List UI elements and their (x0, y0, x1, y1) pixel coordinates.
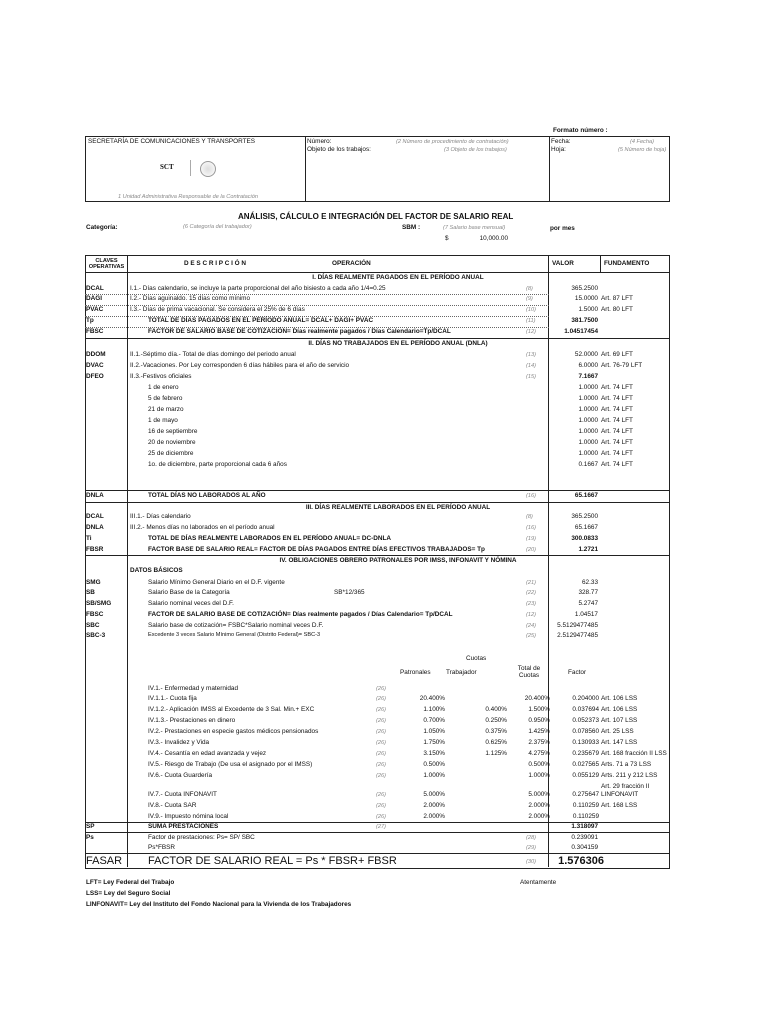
row-value: 1.04517 (574, 611, 598, 618)
row-key: Ti (86, 535, 92, 542)
row-value: 1.2721 (578, 546, 598, 553)
row-value: 1.0000 (578, 428, 598, 435)
row-description: Salario Mínimo General Diario en el D.F. vigente (148, 579, 285, 586)
row-value: 65.1667 (574, 524, 598, 531)
cuota-patronal: 1.750% (423, 739, 445, 746)
logo-divider (190, 160, 191, 176)
row-description: III.1.- Días calendario (130, 513, 191, 520)
cuota-patronal: 3.150% (423, 750, 445, 757)
col-claves: CLAVES OPERATIVAS (88, 258, 125, 270)
row-ref: (24) (526, 623, 536, 629)
cuota-patronal: 1.000% (423, 772, 445, 779)
cuota-description: IV.1.3.- Prestaciones en dinero (148, 717, 236, 724)
row-ref: (12) (526, 612, 536, 618)
row-value: 0.1667 (578, 461, 598, 468)
cuota-total: 1.425% (528, 728, 550, 735)
cuota-trabajador: 0.375% (485, 728, 507, 735)
cuota-patronal: 5.000% (423, 791, 445, 798)
row-description: II.2.-Vacaciones. Por Ley corresponden 6 días hábiles para el año de servicio (130, 362, 350, 369)
row-description: II.1.-Séptimo día.- Total de días domingo del periodo anual (130, 351, 296, 358)
row-value: 6.0000 (578, 362, 598, 369)
row-description: FACTOR DE SALARIO BASE DE COTIZACIÓN= Días realmente pagados / Días Calendario= Tp/DCAL (148, 611, 453, 618)
section-2-line (85, 338, 669, 339)
row-fundamento: Art. 80 LFT (601, 306, 633, 313)
row-description: Excedente 3 veces Salario Mínimo General (Distrito Federal)= SBC-3 (148, 632, 321, 638)
cuotas-title: Cuotas (466, 655, 487, 662)
row-description: 16 de septiembre (148, 428, 198, 435)
fecha-hint: (4 Fecha) (630, 139, 654, 145)
cuota-fundamento: Art. 147 LSS (601, 739, 638, 746)
section-4-title: IV. OBLIGACIONES OBRERO PATRONALES POR IMSS, INFONAVIT Y NÓMINA (279, 557, 517, 564)
fasar-top-line (85, 853, 669, 854)
cuota-fundamento: Art. 29 fracción II (601, 783, 650, 790)
cuota-fundamento: Art. 107 LSS (601, 717, 638, 724)
row-fundamento: Art. 74 LFT (601, 417, 633, 424)
categoria-label: Categoría: (86, 224, 118, 231)
sbm-hint: (7 Salario base mensual) (443, 225, 506, 231)
row-value: 1.0000 (578, 450, 598, 457)
cuota-factor: 0.110259 (572, 813, 599, 820)
cuota-factor: 0.055129 (572, 772, 599, 779)
numero-label: Número: (307, 138, 332, 145)
row-ref: (22) (526, 590, 536, 596)
header-divider-2 (549, 136, 550, 201)
row-description: FACTOR BASE DE SALARIO REAL= FACTOR DE DÍAS PAGADOS ENTRE DÍAS EFECTIVOS TRABAJADOS= Tp (148, 546, 485, 553)
row-description: 20 de noviembre (148, 439, 196, 446)
row-fundamento: Art. 74 LFT (601, 428, 633, 435)
dnla-top-line (85, 490, 669, 491)
row-fundamento: Art. 76-79 LFT (601, 362, 643, 369)
row-key: SBC (86, 622, 100, 629)
section-4-line (85, 555, 669, 556)
cuota-factor: 0.037694 (572, 706, 599, 713)
row-value: 328.77 (578, 589, 598, 596)
fecha-label: Fecha: (551, 138, 571, 145)
row-ref: (30) (526, 859, 536, 865)
row-key: DDOM (86, 351, 106, 358)
cuota-ref: (26) (376, 686, 386, 692)
row-ref: (25) (526, 633, 536, 639)
section-2-title: II. DÍAS NO TRABAJADOS EN EL PERÍODO ANUAL (DNLA) (308, 340, 488, 347)
cuota-factor: 0.235679 (572, 750, 599, 757)
col-operacion: OPERACIÓN (332, 260, 371, 267)
row-ref: (12) (526, 329, 536, 335)
row-key: PVAC (86, 306, 104, 313)
sbm-currency: $ (445, 235, 449, 242)
row-value: 7.1667 (578, 373, 598, 380)
row-fundamento: Art. 74 LFT (601, 439, 633, 446)
cuota-ref: (26) (376, 751, 386, 757)
row-value: 1.0000 (578, 395, 598, 402)
row-ref: (9) (526, 296, 533, 302)
row-value: 0.239091 (571, 834, 598, 841)
seal-icon (200, 161, 216, 177)
cuota-fundamento: Arts. 211 y 212 LSS (601, 772, 658, 779)
cuota-factor: 0.130933 (572, 739, 599, 746)
objeto-label: Objeto de los trabajos: (307, 146, 371, 153)
objeto-hint: (3 Objeto de los trabajos) (444, 147, 507, 153)
col-descripcion: D E S C R I P C I Ó N (184, 260, 247, 267)
cuota-description: IV.8.- Cuota SAR (148, 802, 197, 809)
row-key: SBC-3 (86, 632, 106, 639)
cuota-trabajador: 0.625% (485, 739, 507, 746)
row-ref: (16) (526, 525, 536, 531)
row-value: 1.0000 (578, 439, 598, 446)
fasar-description: FACTOR DE SALARIO REAL = Ps * FBSR+ FBSR (148, 855, 397, 867)
cuota-total: 20.400% (524, 695, 550, 702)
cuota-total: 2.000% (528, 802, 550, 809)
row-key: Ps (86, 834, 94, 841)
cuota-ref: (26) (376, 707, 386, 713)
col-divider-fundamento (600, 255, 601, 272)
cuota-ref: (26) (376, 773, 386, 779)
cuota-description: IV.4.- Cesantía en edad avanzada y vejez (148, 750, 267, 757)
footer-lft: LFT= Ley Federal del Trabajo (86, 879, 175, 886)
row-key: DNLA (86, 492, 104, 499)
cuota-fundamento: Art. 106 LSS (601, 695, 638, 702)
row-description: TOTAL DE DÍAS PAGADOS EN EL PERÍODO ANUAL= DCAL+ DAGI+ PVAC (148, 317, 374, 324)
cuota-total: 4.275% (528, 750, 550, 757)
cuota-total: 2.000% (528, 813, 550, 820)
cuota-total: 1.000% (528, 772, 550, 779)
cuota-ref: (26) (376, 814, 386, 820)
row-description: 1 de enero (148, 384, 179, 391)
row-description: I.1.- Días calendario, se incluye la parte proporcional del año bisiesto a cada año 1/4=0.25 (130, 285, 386, 292)
row-ref: (8) (526, 286, 533, 292)
sbm-value: 10,000.00 (479, 235, 508, 242)
cuota-total: 0.950% (528, 717, 550, 724)
cuota-factor: 0.027565 (572, 761, 599, 768)
cuota-description: IV.9.- Impuesto nómina local (148, 813, 229, 820)
row-value: 1.5000 (578, 306, 598, 313)
cuotas-factor: Factor (568, 669, 587, 676)
row-description: SUMA PRESTACIONES (148, 823, 219, 830)
cuotas-patronales: Patronales (400, 669, 431, 676)
row-value: 1.318097 (571, 823, 598, 830)
row-value: 1.0000 (578, 406, 598, 413)
cuota-total: 2.375% (528, 739, 550, 746)
row-value: 365.2500 (571, 285, 598, 292)
cuota-patronal: 0.500% (423, 761, 445, 768)
cuota-description: IV.1.1.- Cuota fija (148, 695, 197, 702)
fasar-key: FASAR (86, 855, 123, 867)
cuotas-trabajador: Trabajador (446, 669, 477, 676)
row-value: 0.304159 (571, 844, 598, 851)
datos-basicos-label: DATOS BÁSICOS (130, 567, 183, 574)
row-fundamento: Art. 74 LFT (601, 450, 633, 457)
row-ref: (20) (526, 547, 536, 553)
cuota-description: IV.6.- Cuota Guardería (148, 772, 213, 779)
cuota-ref: (26) (376, 792, 386, 798)
section-3-title: III. DÍAS REALMENTE LABORADOS EN EL PERÍODO ANUAL (305, 504, 491, 511)
cuota-ref: (26) (376, 696, 386, 702)
row-value: 1.04517454 (564, 328, 598, 335)
row-description: 5 de febrero (148, 395, 183, 402)
section-3-line (85, 502, 669, 503)
unidad-hint: 1 Unidad Administrativa Responsable de la Contratación (118, 194, 259, 200)
row-description: 1o. de diciembre, parte proporcional cada 6 años (148, 461, 287, 468)
row-description: II.3.-Festivos oficiales (130, 373, 192, 380)
categoria-hint: (6 Categoría del trabajador) (183, 224, 252, 230)
cuota-trabajador: 0.250% (485, 717, 507, 724)
secretaria-name: SECRETARÍA DE COMUNICACIONES Y TRANSPORTES (88, 138, 256, 145)
header-bottom-line (85, 272, 669, 273)
page-title: ANÁLISIS, CÁLCULO E INTEGRACIÓN DEL FACTOR DE SALARIO REAL (238, 212, 514, 221)
row-ref: (10) (526, 307, 536, 313)
cuota-description: IV.1.2.- Aplicación IMSS al Excedente de 3 Sal. Min.+ EXC (148, 706, 315, 713)
cuota-total: 5.000% (528, 791, 550, 798)
cuota-fundamento: Art. 168 fracción II LSS (601, 750, 667, 757)
hoja-label: Hoja: (551, 146, 566, 153)
row-fundamento: Art. 87 LFT (601, 295, 633, 302)
footer-atentamente: Atentamente (520, 879, 557, 886)
cuota-fundamento: Arts. 71 a 73 LSS (601, 761, 652, 768)
footer-lss: LSS= Ley del Seguro Social (86, 890, 171, 897)
row-description: FACTOR DE SALARIO BASE DE COTIZACIÓN= Días realmente pagados / Días Calendario=Tp/DCAL (148, 328, 451, 335)
footer-linfonavit: LINFONAVIT= Ley del Instituto del Fondo Nacional para la Vivienda de los Trabajadores (86, 901, 352, 908)
cuotas-total: Total de Cuotas (517, 665, 541, 679)
row-value: 52.0000 (574, 351, 598, 358)
row-ref: (15) (526, 374, 536, 380)
hoja-hint: (5 Número de hoja) (618, 147, 667, 153)
header-divider-1 (305, 136, 306, 201)
row-ref: (23) (526, 601, 536, 607)
section-1-title: I. DÍAS REALMENTE PAGADOS EN EL PERÍODO ANUAL (312, 274, 484, 281)
row-key: FBSC (86, 328, 104, 335)
row-value: 1.0000 (578, 417, 598, 424)
row-ref: (8) (526, 514, 533, 520)
row-ref: (13) (526, 352, 536, 358)
cuota-ref: (26) (376, 729, 386, 735)
cuota-factor: 0.204000 (572, 695, 599, 702)
row-key: SMG (86, 579, 101, 586)
col-fundamento: FUNDAMENTO (604, 260, 650, 267)
row-key: DNLA (86, 524, 104, 531)
row-description: Ps*FBSR (148, 844, 175, 851)
cuota-ref: (26) (376, 762, 386, 768)
cuota-patronal: 20.400% (419, 695, 445, 702)
row-description: Salario base de cotización= FSBC*Salario nominal veces D.F. (148, 622, 324, 629)
row-ref: (19) (526, 536, 536, 542)
row-ref: (27) (376, 824, 386, 830)
cuota-patronal: 2.000% (423, 813, 445, 820)
cuota-patronal: 1.100% (423, 706, 445, 713)
row-description: Factor de prestaciones: Ps= SP/ SBC (148, 834, 255, 841)
row-description: TOTAL DE DÍAS REALMENTE LABORADOS EN EL PERÍODO ANUAL= DC-DNLA (148, 535, 392, 542)
row-key: DFEO (86, 373, 104, 380)
row-fundamento: Art. 74 LFT (601, 461, 633, 468)
sct-logo: SCT (160, 163, 174, 171)
row-ref: (21) (526, 580, 536, 586)
row-operation: SB*12/365 (334, 589, 365, 596)
row-value: 15.0000 (574, 295, 598, 302)
cuota-ref: (26) (376, 718, 386, 724)
row-description: Salario Base de la Categoría (148, 589, 230, 596)
row-value: 365.2500 (571, 513, 598, 520)
row-value: 381.7500 (571, 317, 598, 324)
row-key: DAGI (86, 295, 102, 302)
cuota-patronal: 0.700% (423, 717, 445, 724)
cuota-factor: 0.110259 (572, 802, 599, 809)
cuota-total: 0.500% (528, 761, 550, 768)
cuota-description: IV.1.- Enfermedad y maternidad (148, 685, 238, 692)
row-key: Tp (86, 317, 94, 324)
row-ref: (11) (526, 318, 536, 324)
row-value: 5.2747 (578, 600, 598, 607)
row-description: I.3.- Días de prima vacacional. Se considera el 25% de 6 días (130, 306, 305, 313)
row-value: 5.5129477485 (557, 622, 598, 629)
row-key: DVAC (86, 362, 104, 369)
row-key: FBSR (86, 546, 104, 553)
cuota-trabajador: 1.125% (485, 750, 507, 757)
row-fundamento: Art. 74 LFT (601, 395, 633, 402)
cuota-total: 1.500% (528, 706, 550, 713)
row-description: TOTAL DÍAS NO LABORADOS AL AÑO (148, 492, 266, 499)
row-description: 21 de marzo (148, 406, 184, 413)
cuota-patronal: 1.050% (423, 728, 445, 735)
row-key: SB/SMG (86, 600, 112, 607)
row-ref: (29) (526, 845, 536, 851)
cuota-fundamento: Art. 168 LSS (601, 802, 638, 809)
row-value: 65.1667 (574, 492, 598, 499)
row-ref: (28) (526, 835, 536, 841)
row-ref: (16) (526, 493, 536, 499)
row-key: FBSC (86, 611, 104, 618)
per-label: por mes (550, 225, 575, 232)
row-description: I.2.- Días aguinaldo. 15 días como mínimo (130, 295, 251, 302)
row-fundamento: Art. 74 LFT (601, 406, 633, 413)
row-description: III.2.- Menos días no laborados en el período anual (130, 524, 275, 531)
row-value: 2.5129477485 (557, 632, 598, 639)
row-key: DCAL (86, 513, 104, 520)
cuota-factor: 0.052373 (572, 717, 599, 724)
cuota-ref: (26) (376, 740, 386, 746)
cuota-description: IV.5.- Riesgo de Trabajo (De usa el asignado por el IMSS) (148, 761, 313, 768)
cuota-factor: 0.275647 (572, 791, 599, 798)
cuota-ref: (26) (376, 803, 386, 809)
row-description: 1 de mayo (148, 417, 178, 424)
row-ref: (14) (526, 363, 536, 369)
ps-top-line (85, 832, 669, 833)
row-value: 300.0833 (571, 535, 598, 542)
row-key: SB (86, 589, 95, 596)
row-description: Salario nominal veces del D.F. (148, 600, 234, 607)
col-valor: VALOR (552, 260, 574, 267)
numero-hint: (2 Número de procedimiento de contratación) (396, 139, 509, 145)
row-description: 25 de diciembre (148, 450, 194, 457)
row-key: SP (86, 823, 95, 830)
row-fundamento: Art. 74 LFT (601, 384, 633, 391)
cuota-trabajador: 0.400% (485, 706, 507, 713)
fasar-value: 1.576306 (558, 855, 604, 867)
row-key: DCAL (86, 285, 104, 292)
cuota-fundamento: Art. 106 LSS (601, 706, 638, 713)
cuota-patronal: 2.000% (423, 802, 445, 809)
row-value: 1.0000 (578, 384, 598, 391)
formato-numero-label: Formato número : (553, 127, 608, 134)
cuota-description: IV.3.- Invalidez y Vida (148, 739, 210, 746)
row-value: 62.33 (582, 579, 598, 586)
cuota-fundamento: Art. 25 LSS (601, 728, 634, 735)
cuota-description: IV.2.- Prestaciones en especie gastos médicos pensionados (148, 728, 319, 735)
cuota-description: IV.7.- Cuota INFONAVIT (148, 791, 217, 798)
cuota-fundamento: LINFONAVIT (601, 791, 639, 798)
row-fundamento: Art. 69 LFT (601, 351, 633, 358)
sbm-label: SBM : (402, 224, 421, 231)
cuota-factor: 0.078560 (572, 728, 599, 735)
